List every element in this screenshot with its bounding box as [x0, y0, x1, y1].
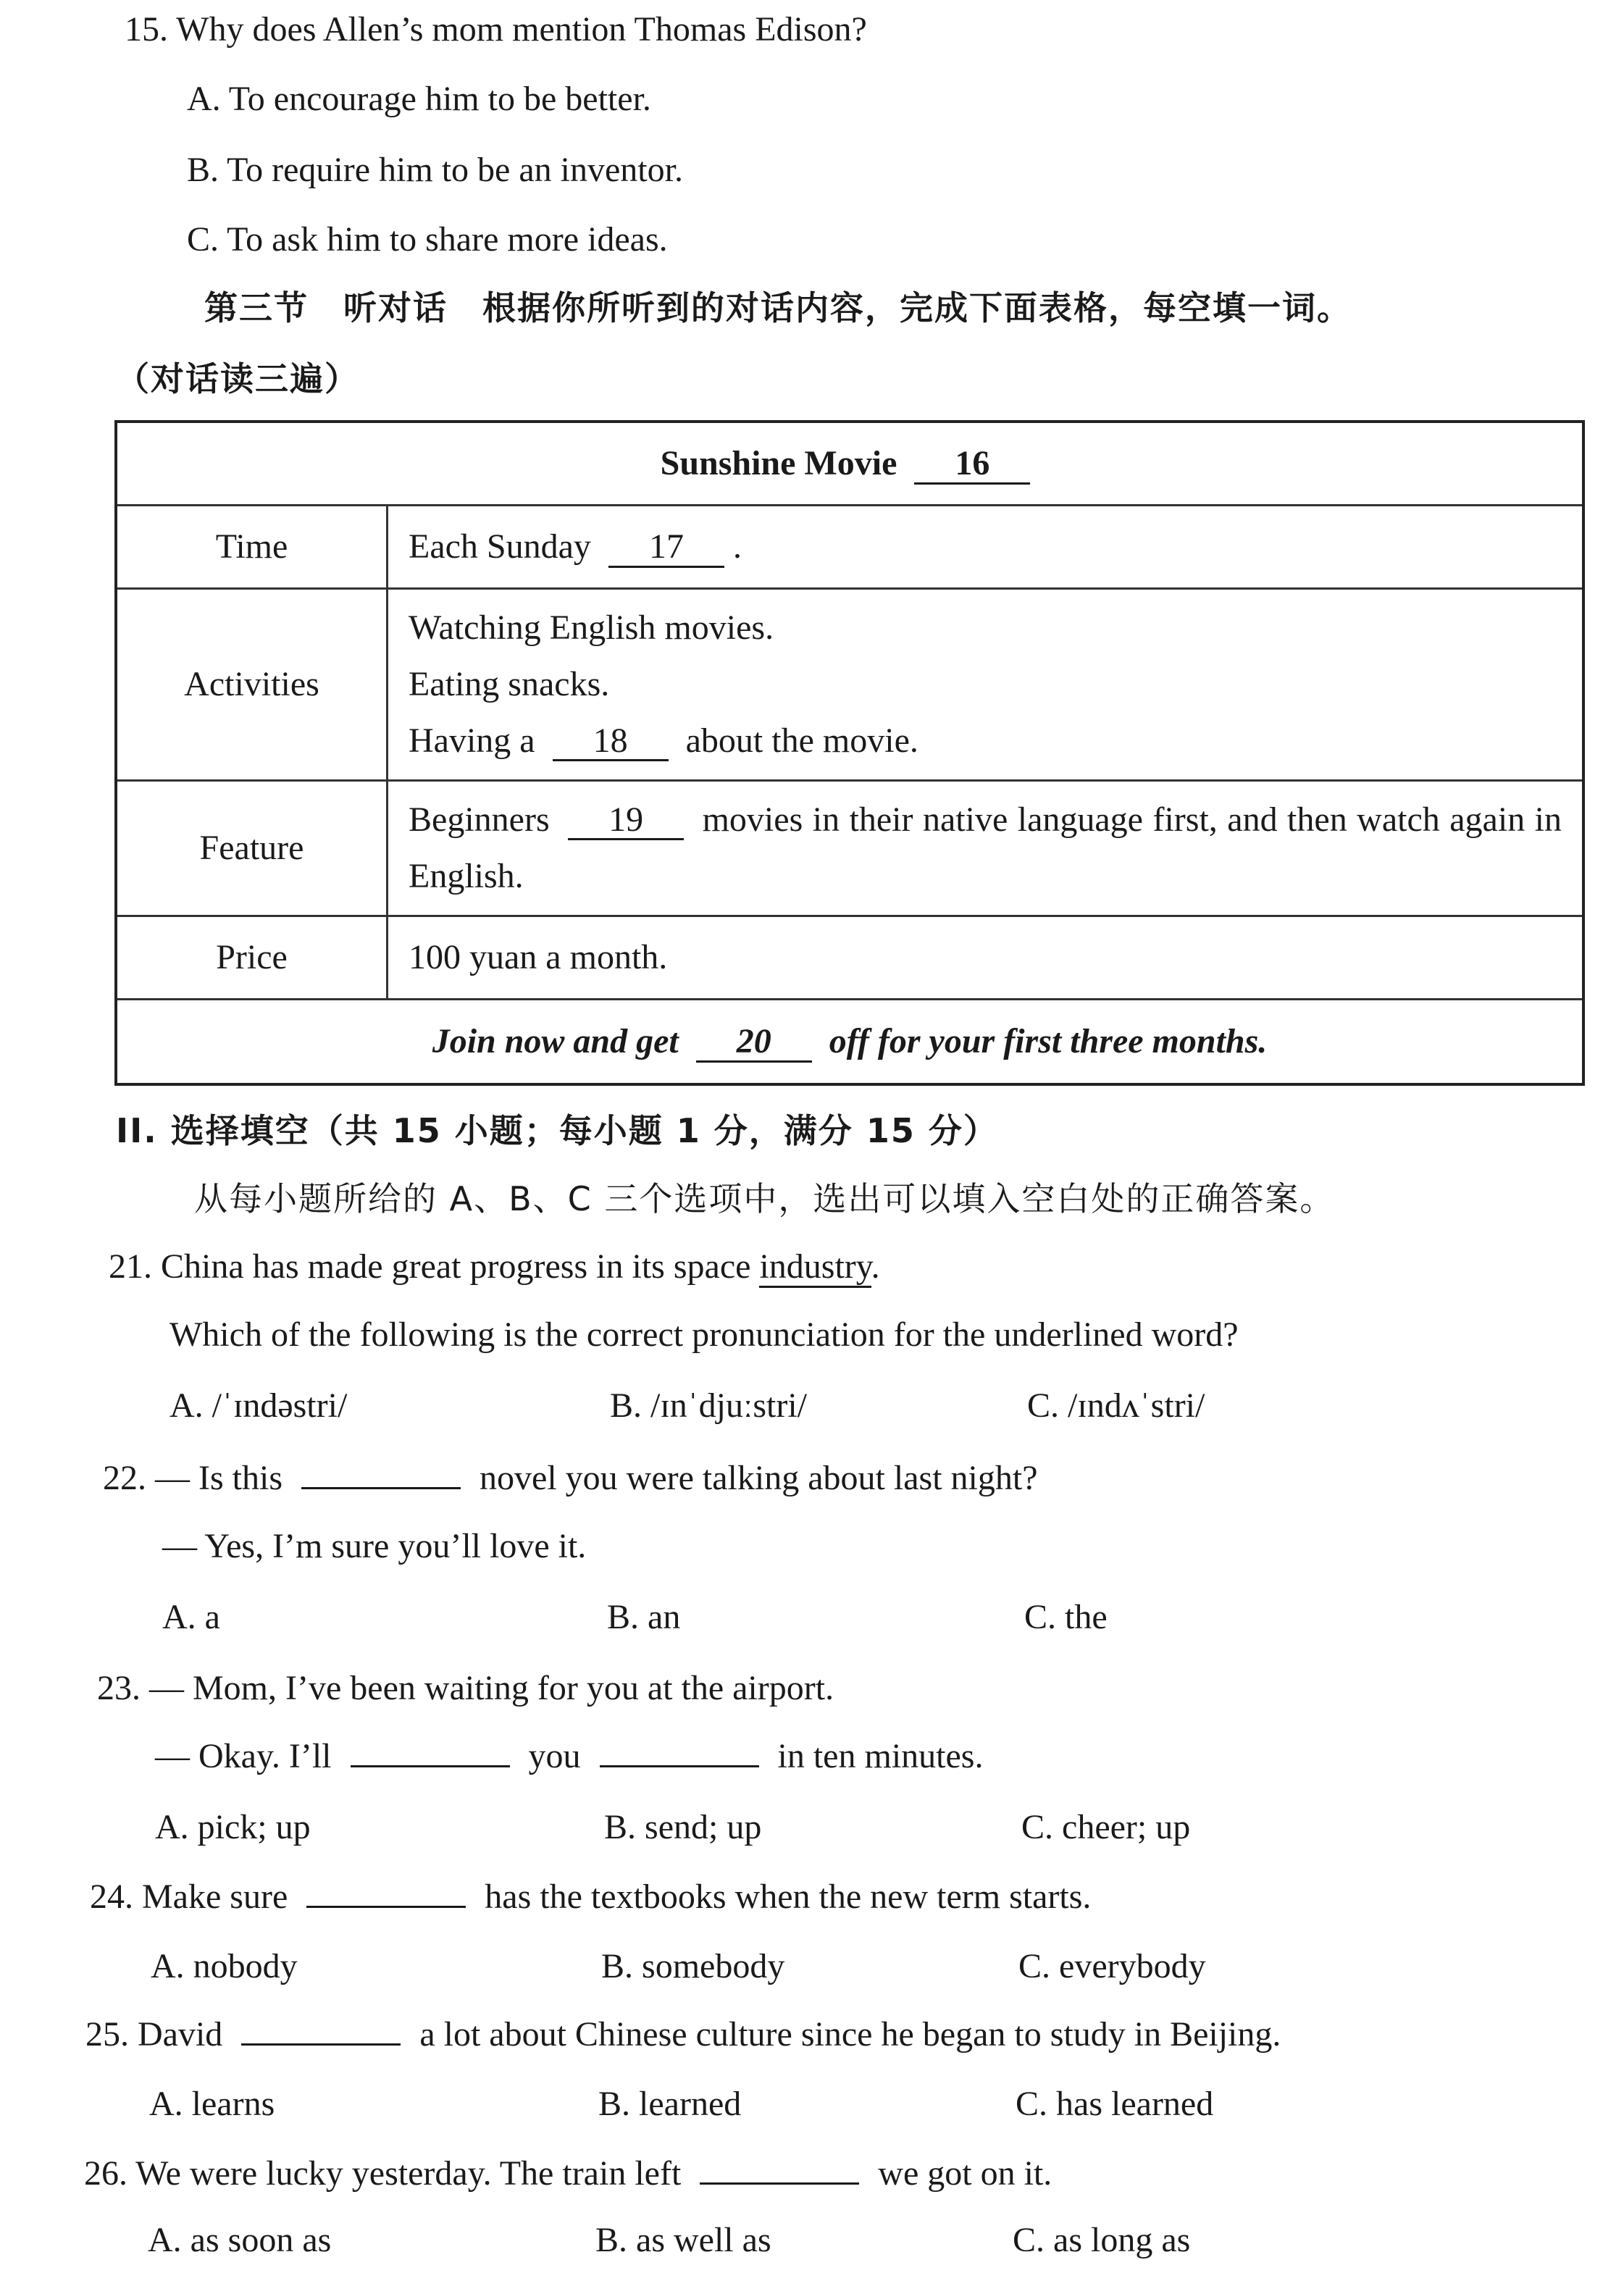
time-label: Time: [116, 506, 388, 589]
part2-heading: II. 选择填空（共 15 小题；每小题 1 分，满分 15 分）: [116, 1111, 998, 1150]
q24-option-a: A. nobody: [151, 1947, 298, 1985]
table-footer-cell: [116, 1000, 1583, 1085]
section3-note: （对话读三遍）: [116, 359, 359, 398]
q21-option-c: C. /ɪndʌˈstri/: [1027, 1386, 1205, 1425]
q21-stem2: Which of the following is the correct pronunciation for the underlined word?: [169, 1315, 1239, 1354]
table-title-row: [116, 422, 1583, 506]
q24-option-c: C. everybody: [1018, 1947, 1206, 1985]
q24-stem-pre: 24. Make sure: [90, 1878, 288, 1916]
q26-blank: [700, 2182, 859, 2185]
q23-blank-2: [600, 1765, 759, 1767]
table-row-time: [116, 506, 1583, 589]
q21-stem-end: .: [871, 1247, 880, 1286]
q25-stem-post: a lot about Chinese culture since he began to study in Beijing.: [419, 2015, 1281, 2054]
q23-option-b: B. send; up: [604, 1808, 762, 1846]
table-row-price: [116, 916, 1583, 1000]
activity-2: Eating snacks.: [409, 665, 610, 703]
q23-option-c: C. cheer; up: [1021, 1808, 1191, 1846]
table-title-cell: [116, 422, 1583, 506]
q15-option-a: A. To encourage him to be better.: [187, 80, 651, 118]
q25-blank: [241, 2043, 401, 2046]
q23-reply: [155, 1736, 983, 1778]
q25-option-c: C. has learned: [1016, 2085, 1214, 2123]
footer-post: off for your first three months.: [829, 1022, 1268, 1061]
q24-option-b: B. somebody: [601, 1947, 785, 1985]
table-title: Sunshine Movie: [660, 444, 897, 483]
q22-stem-pre: 22. — Is this: [103, 1459, 283, 1497]
q23-option-a: A. pick; up: [155, 1808, 311, 1846]
q23-stem: 23. — Mom, I’ve been waiting for you at the airport.: [97, 1669, 834, 1707]
time-text: Each Sunday: [409, 527, 591, 566]
feature-post: movies in their native language first, and then watch again in English.: [409, 800, 1562, 895]
q25-option-b: B. learned: [598, 2085, 742, 2123]
sunshine-movie-table: [114, 420, 1585, 1086]
blank-16: 16: [914, 445, 1030, 484]
footer-pre: Join now and get: [432, 1022, 679, 1061]
price-text: 100 yuan a month.: [388, 916, 1584, 1000]
q24-blank: [306, 1905, 466, 1908]
blank-20: 20: [696, 1024, 812, 1062]
q22-stem-post: novel you were talking about last night?: [480, 1459, 1038, 1497]
q26-option-a: A. as soon as: [148, 2221, 332, 2259]
q26-stem-post: we got on it.: [878, 2154, 1052, 2193]
q15-option-b: B. To require him to be an inventor.: [187, 151, 683, 189]
q23-reply-pre: — Okay. I’ll: [155, 1737, 332, 1775]
q22-option-b: B. an: [607, 1598, 681, 1636]
blank-17: 17: [608, 529, 724, 567]
price-label: Price: [116, 916, 388, 1000]
q25-option-a: A. learns: [149, 2085, 275, 2123]
q26-option-b: B. as well as: [595, 2221, 771, 2259]
blank-18: 18: [553, 723, 669, 761]
activity-3-post: about the movie.: [685, 721, 918, 760]
q21-underlined-word: industry: [759, 1247, 871, 1288]
blank-19: 19: [568, 802, 684, 840]
activity-3: [409, 713, 1562, 769]
q25-stem-pre: 25. David: [85, 2015, 223, 2054]
part2-instruction: 从每小题所给的 A、B、C 三个选项中，选出可以填入空白处的正确答案。: [194, 1179, 1335, 1218]
feature-pre: Beginners: [409, 800, 550, 839]
q21-option-b: B. /ɪnˈdjuːstri/: [610, 1386, 808, 1425]
q24-stem-post: has the textbooks when the new term starts.: [485, 1878, 1092, 1916]
activity-3-pre: Having a: [409, 721, 535, 760]
table-row-activities: [116, 589, 1583, 781]
q24-stem: [90, 1876, 1091, 1918]
q21-option-a: A. /ˈɪndəstri/: [169, 1386, 348, 1425]
q23-reply-post: in ten minutes.: [777, 1737, 984, 1775]
q25-stem: [85, 2014, 1281, 2056]
q26-stem: [84, 2153, 1052, 2195]
feature-cell: [388, 781, 1584, 916]
q26-stem-pre: 26. We were lucky yesterday. The train left: [84, 2154, 682, 2193]
q23-reply-mid: you: [528, 1737, 581, 1775]
q23-blank-1: [351, 1765, 510, 1767]
q21-stem: [109, 1246, 880, 1288]
q22-blank: [301, 1486, 461, 1489]
q21-stem-pre: 21. China has made great progress in its space: [109, 1247, 751, 1286]
q22-reply: — Yes, I’m sure you’ll love it.: [162, 1527, 587, 1565]
q22-option-a: A. a: [162, 1598, 220, 1636]
q26-option-c: C. as long as: [1013, 2221, 1191, 2259]
q22-stem: [103, 1457, 1038, 1499]
q15-stem: 15. Why does Allen’s mom mention Thomas Edison?: [125, 10, 867, 49]
section3-instruction: 第三节 听对话 根据你所听到的对话内容，完成下面表格，每空填一词。: [204, 288, 1352, 327]
table-footer-row: [116, 1000, 1583, 1085]
activity-1: Watching English movies.: [409, 608, 774, 647]
q22-option-c: C. the: [1024, 1598, 1108, 1636]
feature-label: Feature: [116, 781, 388, 916]
activities-cell: [388, 589, 1584, 781]
q15-option-c: C. To ask him to share more ideas.: [187, 220, 668, 259]
time-period: .: [732, 527, 742, 566]
table-row-feature: [116, 781, 1583, 916]
activities-label: Activities: [116, 589, 388, 781]
time-cell: [388, 506, 1584, 589]
